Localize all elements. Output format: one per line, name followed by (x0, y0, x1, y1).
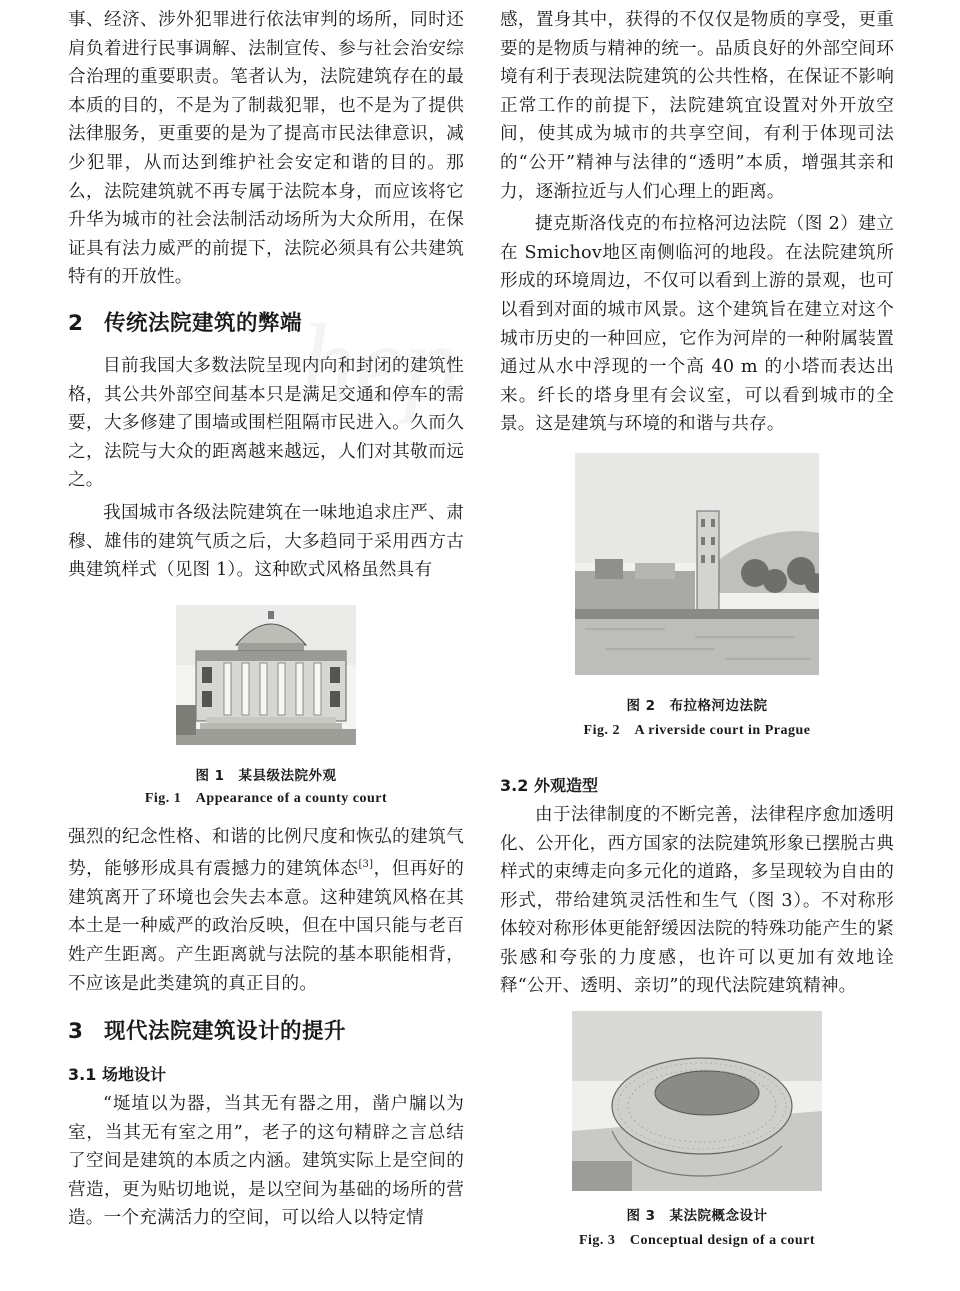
figure-2-image (575, 453, 819, 675)
section-number: 3 (68, 1019, 84, 1045)
paragraph: 捷克斯洛伐克的布拉格河边法院（图 2）建立在 Smichov地区南侧临河的地段。在法院建筑所形成的环境周边，不仅可以看到上游的景观，也可以看到对面的城市风景。这个建筑旨在建立对这个城市历史的一种回应，它作为河岸的一种附属装置通过从水中浮现的一个高 40 m 的小塔而表达出来。纤长的塔身里有会议室，可以看到城市的全景。这是建筑与环境的和谐与共存。 (500, 214, 894, 435)
paragraph: 我国城市各级法院建筑在一味地追求庄严、肃穆、雄伟的建筑气质之后，大多趋同于采用西方古典建筑样式（见图 1）。这种欧式风格虽然具有 (68, 502, 464, 581)
figure-caption-cn: 图 3 某法院概念设计 (626, 1208, 768, 1225)
figure-caption-en: Fig. 2 A riverside court in Prague (583, 722, 811, 738)
citation: [3] (358, 859, 374, 871)
paragraph (68, 823, 464, 998)
subsection-heading (68, 1060, 464, 1090)
paragraph: “埏埴以为器，当其无有器之用，凿户牖以为室，当其无有室之用”，老子的这句精辟之言总结了空间是建筑的本质之内涵。建筑实际上是空间的营造，更为贴切地说，是以空间为基础的场所的营造。一个充满活力的空间，可以给人以特定情 (68, 1094, 464, 1229)
text: ，但再好的建筑离开了环境也会失去本意。这种建筑风格在其本土是一种威严的政治反映，但在中国只能与老百姓产生距离。产生距离就与法院的基本职能相背，不应该是此类建筑的真正目的。 (68, 859, 464, 994)
section-number: 2 (68, 310, 84, 336)
subsection-number: 3.1 (68, 1065, 97, 1085)
subsection-title: 外观造型 (534, 775, 599, 795)
figure-caption-cn: 图 1 某县级法院外观 (195, 767, 337, 784)
section-title: 传统法院建筑的弊端 (104, 310, 303, 336)
figure-2 (500, 453, 894, 741)
figure-caption-en: Fig. 3 Conceptual design of a court (578, 1233, 816, 1249)
paragraph: 感，置身其中，获得的不仅仅是物质的享受，更重要的是物质与精神的统一。品质良好的外部空间环境有利于表现法院建筑的公共性格，在保证不影响正常工作的前提下，法院建筑宜设置对外开放空间，使其成为城市的共享空间，有利于体现司法的“公开”精神与法律的“透明”本质，增强其亲和力，逐渐拉近与人们心理上的距离。 (500, 10, 894, 202)
subsection-heading (500, 771, 894, 801)
section-title: 现代法院建筑设计的提升 (104, 1019, 347, 1045)
paragraph: 由于法律制度的不断完善，法律程序愈加透明化、公开化，西方国家的法院建筑形象已摆脱古典样式的束缚走向多元化的道路，多呈现较为自由的形式，带给建筑灵活性和生气（图 3）。不对称形体较对称形体更能舒缓因法院的特殊功能产生的紧张感和夸张的力度感，也许可以更加有效地诠释“公开、透明、亲切”的现代法院建筑精神。 (500, 804, 894, 997)
right-column (500, 6, 894, 1251)
text: 强烈的纪念性格、和谐的比例尺度和恢弘的建筑气势，能够形成具有震撼力的建筑体态 (68, 826, 464, 880)
figure-1-image (176, 605, 356, 745)
figure-caption-cn: 图 2 布拉格河边法院 (626, 697, 768, 714)
section-heading-3 (68, 1004, 464, 1060)
figure-caption-en: Fig. 1 Appearance of a county court (144, 790, 388, 806)
figure-3-image (572, 1011, 822, 1191)
paragraph: 目前我国大多数法院呈现内向和封闭的建筑性格，其公共外部空间基本只是满足交通和停车的需要，大多修建了围墙或围栏阻隔市民进入。久而久之，法院与大众的距离越来越远，人们对其敬而远之。 (68, 355, 464, 491)
left-column (68, 6, 464, 1233)
subsection-number: 3.2 (500, 775, 529, 795)
figure-3 (500, 1011, 894, 1251)
section-heading-2 (68, 296, 464, 352)
paragraph: 事、经济、涉外犯罪进行依法审判的场所，同时还肩负着进行民事调解、法制宣传、参与社会治安综合治理的重要职责。笔者认为，法院建筑存在的最本质的目的，不是为了制裁犯罪，也不是为了提供法律服务，更重要的是为了提高市民法律意识，减少犯罪，从而达到维护社会安定和谐的目的。那么，法院建筑就不再专属于法院本身，而应该将它升华为城市的社会法制活动场所为大众所用，在保证具有法力威严的前提下，法院必须具有公共建筑特有的开放性。 (68, 10, 464, 288)
figure-1 (68, 605, 464, 809)
subsection-title: 场地设计 (102, 1065, 167, 1085)
